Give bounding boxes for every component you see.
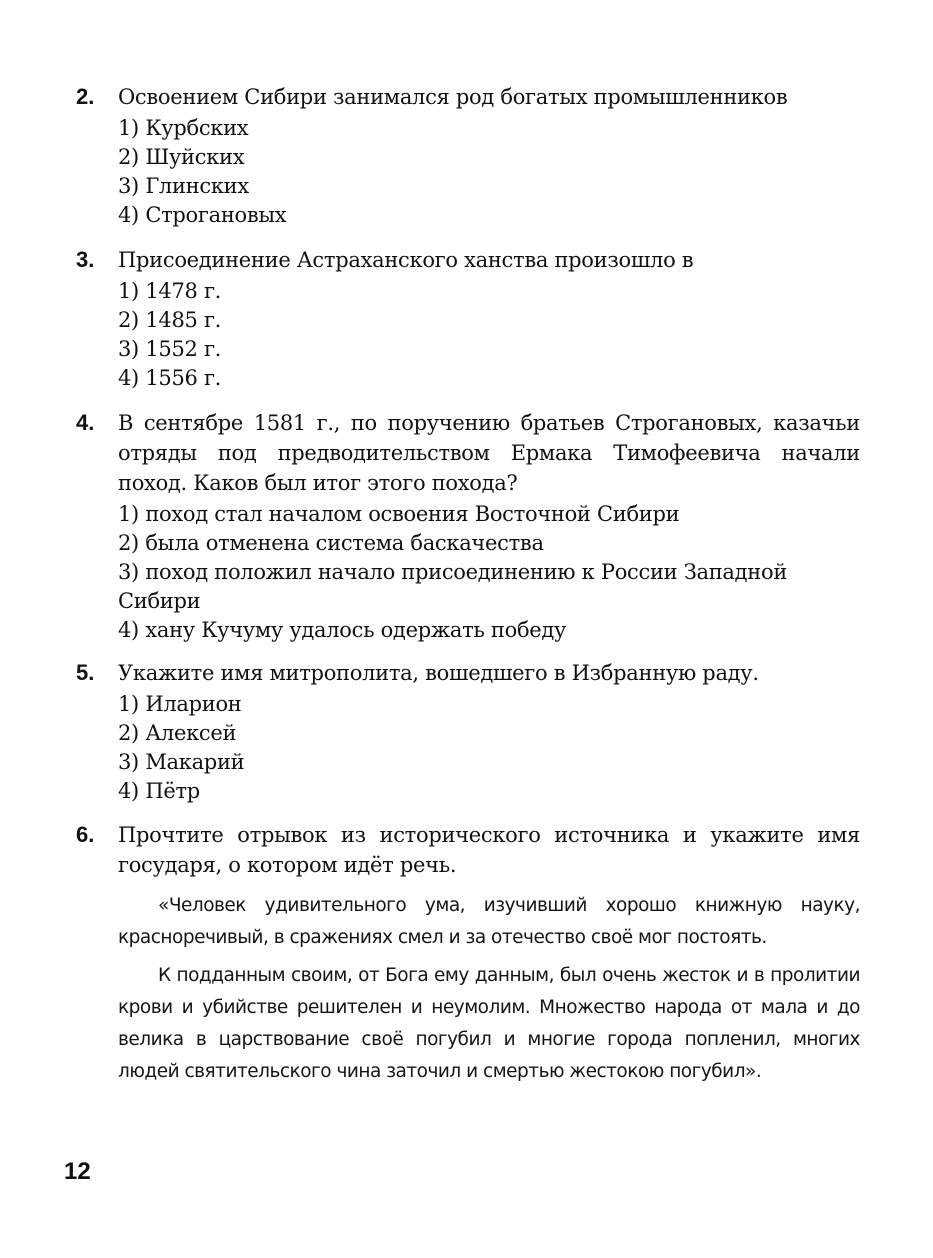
question-3 (76, 245, 860, 393)
question-6 (76, 820, 860, 1094)
answer-option: 4) хану Кучуму удалось одержать победу (118, 618, 567, 642)
answer-option: 1) 1478 г. (118, 279, 222, 303)
question-number: 3. (76, 247, 95, 272)
question-number: 2. (76, 84, 95, 109)
answer-option: 1) поход стал началом освоения Восточной Сибири (118, 502, 680, 526)
answer-option: 3) поход положил начало присоединению к России Западной Сибири (118, 560, 788, 613)
question-5 (76, 658, 860, 806)
page-number: 12 (64, 1158, 91, 1185)
historical-source-quote (118, 890, 860, 1088)
quote-paragraph: К подданным своим, от Бога ему данным, был очень жесток и в пролитии крови и убийстве решителен и неумолим. Множество народа от мала и до велика в царствование своё погубил и многие города попленил, многих людей святительского чина заточил и смертью жестокою погубил». (118, 965, 860, 1082)
answer-options (118, 114, 860, 230)
question-number: 6. (76, 822, 95, 847)
answer-options (118, 500, 860, 645)
question-text: Освоением Сибири занимался род богатых промышленников (118, 85, 788, 109)
question-number: 4. (76, 410, 95, 435)
answer-option: 2) Алексей (118, 721, 237, 745)
answer-option: 1) Иларион (118, 692, 242, 716)
answer-option: 4) 1556 г. (118, 366, 222, 390)
answer-options (118, 277, 860, 393)
question-text: Укажите имя митрополита, вошедшего в Избранную раду. (118, 661, 759, 685)
question-4 (76, 408, 860, 645)
answer-options (118, 690, 860, 806)
question-number: 5. (76, 660, 95, 685)
answer-option: 4) Пётр (118, 779, 200, 803)
question-text: Присоединение Астраханского ханства произошло в (118, 248, 694, 272)
answer-option: 3) Макарий (118, 750, 245, 774)
question-text: Прочтите отрывок из исторического источника и укажите имя государя, о котором идёт речь. (118, 823, 860, 877)
answer-option: 3) Глинских (118, 174, 249, 198)
answer-option: 2) была отменена система баскачества (118, 531, 544, 555)
answer-option: 3) 1552 г. (118, 337, 222, 361)
question-text: В сентябре 1581 г., по поручению братьев Строгановых, казачьи отряды под предводительством Ермака Тимофеевича начали поход. Каков был итог этого похода? (118, 411, 860, 495)
answer-option: 1) Курбских (118, 116, 249, 140)
quote-paragraph: «Человек удивительного ума, изучивший хорошо книжную науку, красноречивый, в сражениях смел и за отечество своё мог постоять. (118, 895, 860, 948)
answer-option: 4) Строгановых (118, 203, 287, 227)
question-2 (76, 82, 860, 230)
answer-option: 2) Шуйских (118, 145, 245, 169)
answer-option: 2) 1485 г. (118, 308, 222, 332)
